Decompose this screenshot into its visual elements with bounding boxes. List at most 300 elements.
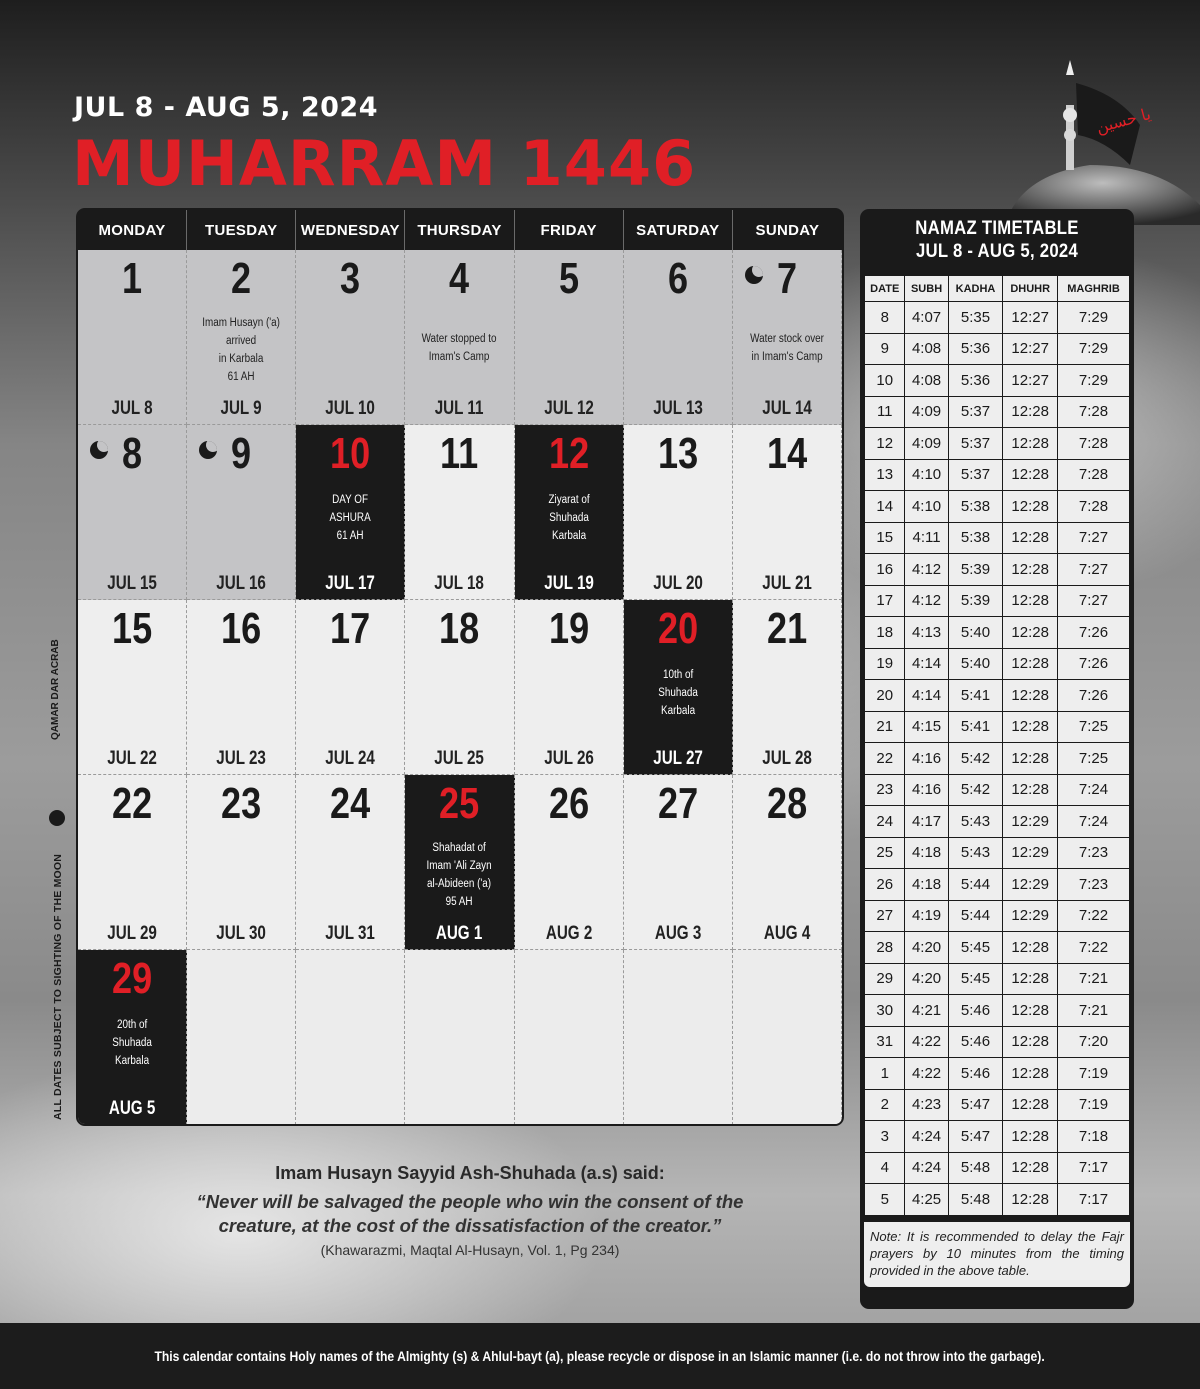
calendar-day (733, 425, 842, 600)
footer-text: This calendar contains Holy names of the Almighty (s) & Ahlul-bayt (a), please recycle or dispose in an Islamic manner (i.e. do not throw into the garbage). (154, 1348, 1046, 1364)
namaz-cell: 7:24 (1058, 806, 1130, 838)
namaz-cell: 5:38 (948, 491, 1003, 523)
table-row (865, 522, 1130, 554)
namaz-cell: 15 (865, 522, 905, 554)
namaz-cell: 12:28 (1003, 428, 1058, 460)
namaz-column-header: DHUHR (1003, 276, 1058, 302)
hijri-day-number: 3 (340, 254, 361, 303)
calendar-day (296, 600, 405, 775)
namaz-cell: 31 (865, 1026, 905, 1058)
namaz-title (880, 209, 1114, 263)
table-row (865, 1152, 1130, 1184)
table-row (865, 869, 1130, 901)
event-line: Imam's Camp (429, 351, 490, 363)
namaz-cell: 7:28 (1058, 459, 1130, 491)
namaz-cell: 5:43 (948, 806, 1003, 838)
gregorian-date: JUL 27 (652, 748, 703, 769)
event-line: Karbala (115, 1055, 150, 1067)
namaz-cell: 7:17 (1058, 1184, 1130, 1216)
namaz-cell: 12:28 (1003, 459, 1058, 491)
namaz-cell: 24 (865, 806, 905, 838)
calendar-day (296, 250, 405, 425)
table-row (865, 459, 1130, 491)
calendar-day (187, 600, 296, 775)
namaz-cell: 8 (865, 302, 905, 334)
calendar-day (296, 775, 405, 950)
quote-line: “Never will be salvaged the people who win the consent of the (196, 1191, 744, 1212)
namaz-cell: 7:25 (1058, 711, 1130, 743)
gregorian-date: JUL 23 (216, 748, 266, 769)
namaz-cell: 5:37 (948, 396, 1003, 428)
weekday-label: THURSDAY (405, 210, 514, 250)
hijri-day-number: 20 (657, 604, 698, 653)
namaz-cell: 7:17 (1058, 1152, 1130, 1184)
hijri-day-number: 6 (667, 254, 688, 303)
weekday-label: FRIDAY (515, 210, 624, 250)
calendar-day (733, 600, 842, 775)
namaz-cell: 18 (865, 617, 905, 649)
namaz-cell: 5:46 (948, 1058, 1003, 1090)
quote-source: (Khawarazmi, Maqtal Al-Husayn, Vol. 1, Pg 234) (320, 1242, 620, 1258)
namaz-cell: 12:27 (1003, 365, 1058, 397)
namaz-timetable (860, 209, 1134, 1309)
namaz-cell: 4:15 (905, 711, 948, 743)
namaz-cell: 5:38 (948, 522, 1003, 554)
hijri-day-number: 1 (122, 254, 143, 303)
namaz-title-line: JUL 8 - AUG 5, 2024 (915, 241, 1079, 262)
table-row (865, 585, 1130, 617)
hijri-day-number: 22 (111, 779, 153, 828)
event-line: Shuhada (112, 1037, 152, 1049)
namaz-cell: 28 (865, 932, 905, 964)
namaz-cell: 12:27 (1003, 333, 1058, 365)
table-row (865, 554, 1130, 586)
calendar-day (624, 775, 733, 950)
event-line: Shahadat of (432, 842, 487, 854)
namaz-cell: 4:11 (905, 522, 948, 554)
namaz-cell: 5:47 (948, 1089, 1003, 1121)
namaz-cell: 5:45 (948, 963, 1003, 995)
calendar-day (187, 425, 296, 600)
calendar-day (515, 600, 624, 775)
gregorian-date: AUG 1 (436, 923, 483, 944)
namaz-column-header: DATE (865, 276, 905, 302)
namaz-cell: 5:42 (948, 774, 1003, 806)
namaz-cell: 4:08 (905, 365, 948, 397)
table-row (865, 963, 1130, 995)
event-line: Water stopped to (422, 333, 497, 345)
weekday-label: WEDNESDAY (296, 210, 405, 250)
event-line: in Karbala (218, 353, 264, 365)
namaz-cell: 4:13 (905, 617, 948, 649)
namaz-cell: 26 (865, 869, 905, 901)
namaz-cell: 7:29 (1058, 365, 1130, 397)
gregorian-date: JUL 17 (325, 573, 376, 594)
calendar-day (515, 775, 624, 950)
namaz-cell: 12:28 (1003, 1089, 1058, 1121)
namaz-cell: 7:27 (1058, 522, 1130, 554)
calendar-day (187, 250, 296, 425)
namaz-cell: 7:29 (1058, 333, 1130, 365)
gregorian-date: JUL 15 (107, 573, 157, 594)
calendar-day (624, 250, 733, 425)
hijri-day-number: 28 (766, 779, 807, 828)
table-row (865, 365, 1130, 397)
event-line: Water stock over (749, 333, 824, 345)
quote-heading: Imam Husayn Sayyid Ash-Shuhada (a.s) said: (275, 1163, 665, 1183)
namaz-cell: 7:20 (1058, 1026, 1130, 1058)
namaz-cell: 4:07 (905, 302, 948, 334)
event-text (635, 666, 721, 720)
event-line: 61 AH (227, 371, 255, 383)
hijri-day-number: 25 (439, 779, 480, 828)
table-row (865, 302, 1130, 334)
event-line: Shuhada (657, 687, 698, 699)
namaz-column-header: MAGHRIB (1058, 276, 1130, 302)
event-line: 20th of (116, 1019, 148, 1031)
namaz-cell: 5:42 (948, 743, 1003, 775)
event-line: ASHURA (329, 512, 371, 524)
table-row (865, 806, 1130, 838)
quote-line: creature, at the cost of the dissatisfaction of the creator.” (218, 1215, 722, 1236)
namaz-cell: 12:28 (1003, 648, 1058, 680)
gregorian-date: JUL 22 (107, 748, 157, 769)
calendar-day (296, 425, 405, 600)
page-title: MUHARRAM 1446 (72, 127, 697, 200)
namaz-cell: 23 (865, 774, 905, 806)
table-row (865, 900, 1130, 932)
gregorian-date: JUL 13 (652, 398, 703, 419)
table-row (865, 617, 1130, 649)
hijri-day-number: 27 (657, 779, 698, 828)
namaz-cell: 5:47 (948, 1121, 1003, 1153)
event-line: Shuhada (548, 512, 589, 524)
namaz-cell: 4:22 (905, 1026, 948, 1058)
weekday-label: TUESDAY (187, 210, 296, 250)
event-line: DAY OF (332, 494, 369, 506)
calendar-day (405, 425, 514, 600)
namaz-cell: 4:20 (905, 963, 948, 995)
hijri-day-number: 19 (548, 604, 589, 653)
namaz-cell: 5 (865, 1184, 905, 1216)
namaz-cell: 12:28 (1003, 522, 1058, 554)
namaz-cell: 1 (865, 1058, 905, 1090)
namaz-cell: 21 (865, 711, 905, 743)
namaz-cell: 5:46 (948, 995, 1003, 1027)
calendar-day (405, 250, 514, 425)
namaz-header-row (865, 276, 1130, 302)
namaz-cell: 4:24 (905, 1121, 948, 1153)
namaz-cell: 5:40 (948, 617, 1003, 649)
hijri-day-number: 15 (111, 604, 153, 653)
namaz-table (864, 275, 1130, 1216)
namaz-cell: 12:28 (1003, 680, 1058, 712)
namaz-cell: 7:29 (1058, 302, 1130, 334)
namaz-cell: 12:28 (1003, 554, 1058, 586)
event-text (198, 314, 284, 386)
gregorian-date: JUL 9 (220, 398, 262, 419)
namaz-cell: 5:43 (948, 837, 1003, 869)
hijri-day-number: 29 (111, 954, 153, 1003)
namaz-cell: 29 (865, 963, 905, 995)
weekday-label: SUNDAY (755, 221, 820, 239)
namaz-cell: 12:29 (1003, 837, 1058, 869)
event-line: 10th of (662, 669, 693, 681)
namaz-cell: 4:14 (905, 680, 948, 712)
empty-day (624, 950, 733, 1125)
namaz-cell: 5:44 (948, 900, 1003, 932)
gregorian-date: JUL 20 (652, 573, 703, 594)
hijri-day-number: 5 (558, 254, 579, 303)
calendar-day (624, 600, 733, 775)
table-row (865, 680, 1130, 712)
namaz-cell: 12:28 (1003, 963, 1058, 995)
namaz-column-header: KADHA (948, 276, 1003, 302)
namaz-cell: 12:28 (1003, 774, 1058, 806)
namaz-cell: 4:19 (905, 900, 948, 932)
weekday-header (78, 210, 842, 250)
namaz-cell: 12:28 (1003, 995, 1058, 1027)
calendar-day (78, 250, 187, 425)
event-text (526, 491, 612, 545)
calendar-days (78, 250, 842, 1125)
namaz-cell: 12:28 (1003, 711, 1058, 743)
namaz-cell: 12:28 (1003, 1058, 1058, 1090)
namaz-title-line: NAMAZ TIMETABLE (915, 218, 1079, 239)
empty-day (515, 950, 624, 1125)
hijri-day-number: 4 (449, 254, 470, 303)
event-line: Karbala (551, 530, 586, 542)
table-row (865, 837, 1130, 869)
namaz-cell: 12:28 (1003, 396, 1058, 428)
gregorian-date: JUL 11 (435, 398, 484, 419)
namaz-note: Note: It is recommended to delay the Fajr prayers by 10 minutes from the timing provided in the above table. (864, 1222, 1130, 1287)
calendar-day (405, 775, 514, 950)
hijri-day-number: 9 (231, 429, 252, 478)
namaz-cell: 5:41 (948, 711, 1003, 743)
namaz-cell: 12:28 (1003, 932, 1058, 964)
table-row (865, 1026, 1130, 1058)
gregorian-date: AUG 2 (545, 923, 592, 944)
gregorian-date: JUL 24 (325, 748, 376, 769)
calendar-day (78, 950, 187, 1125)
shrine-dome-icon (1000, 55, 1200, 225)
namaz-cell: 7:22 (1058, 932, 1130, 964)
gregorian-date: JUL 25 (434, 748, 485, 769)
empty-day (296, 950, 405, 1125)
gregorian-date: JUL 10 (325, 398, 376, 419)
table-row (865, 333, 1130, 365)
namaz-cell: 4:24 (905, 1152, 948, 1184)
hijri-day-number: 26 (548, 779, 589, 828)
namaz-cell: 4:10 (905, 459, 948, 491)
hijri-day-number: 8 (122, 429, 143, 478)
namaz-cell: 4:16 (905, 774, 948, 806)
event-text (416, 330, 502, 366)
gregorian-date: AUG 5 (108, 1098, 156, 1119)
moon-sighting-note: ALL DATES SUBJECT TO SIGHTING OF THE MOON (52, 853, 64, 1120)
table-row (865, 1121, 1130, 1153)
namaz-cell: 5:41 (948, 680, 1003, 712)
namaz-cell: 7:28 (1058, 491, 1130, 523)
namaz-cell: 5:36 (948, 333, 1003, 365)
namaz-cell: 7:18 (1058, 1121, 1130, 1153)
namaz-cell: 7:21 (1058, 995, 1130, 1027)
hijri-day-number: 7 (776, 254, 797, 303)
event-line: in Imam's Camp (751, 351, 823, 363)
table-row (865, 1089, 1130, 1121)
hijri-day-number: 12 (548, 429, 589, 478)
namaz-cell: 4:21 (905, 995, 948, 1027)
calendar-day (187, 775, 296, 950)
namaz-cell: 7:23 (1058, 869, 1130, 901)
calendar-day (78, 775, 187, 950)
namaz-cell: 4:08 (905, 333, 948, 365)
svg-text:يا حسين: يا حسين (1094, 104, 1153, 137)
event-line: Karbala (660, 705, 695, 717)
hijri-day-number: 17 (330, 604, 371, 653)
moon-icon (745, 266, 763, 284)
namaz-cell: 7:27 (1058, 585, 1130, 617)
gregorian-date: JUL 18 (434, 573, 485, 594)
namaz-cell: 7:26 (1058, 680, 1130, 712)
table-row (865, 396, 1130, 428)
table-row (865, 711, 1130, 743)
namaz-cell: 12 (865, 428, 905, 460)
namaz-cell: 4 (865, 1152, 905, 1184)
namaz-cell: 12:28 (1003, 743, 1058, 775)
namaz-cell: 12:27 (1003, 302, 1058, 334)
namaz-cell: 10 (865, 365, 905, 397)
namaz-cell: 4:18 (905, 869, 948, 901)
namaz-cell: 17 (865, 585, 905, 617)
empty-day (733, 950, 842, 1125)
table-row (865, 1184, 1130, 1216)
namaz-cell: 7:22 (1058, 900, 1130, 932)
event-line: Imam 'Ali Zayn (426, 860, 493, 872)
namaz-cell: 13 (865, 459, 905, 491)
namaz-cell: 14 (865, 491, 905, 523)
gregorian-date: JUL 16 (216, 573, 266, 594)
event-line: arrived (226, 335, 257, 347)
quote-block (120, 1163, 820, 1258)
namaz-cell: 19 (865, 648, 905, 680)
namaz-cell: 7:28 (1058, 396, 1130, 428)
namaz-cell: 7:21 (1058, 963, 1130, 995)
side-logo-text: QAMAR DAR ACRAB (50, 639, 61, 740)
namaz-cell: 4:09 (905, 428, 948, 460)
event-text (89, 1016, 175, 1070)
hijri-day-number: 11 (440, 429, 479, 478)
hijri-day-number: 24 (330, 779, 371, 828)
hijri-day-number: 14 (766, 429, 807, 478)
namaz-cell: 4:16 (905, 743, 948, 775)
namaz-cell: 5:37 (948, 428, 1003, 460)
gregorian-date: AUG 3 (654, 923, 702, 944)
namaz-cell: 12:28 (1003, 617, 1058, 649)
namaz-column-header: SUBH (905, 276, 948, 302)
namaz-cell: 4:23 (905, 1089, 948, 1121)
event-text (307, 491, 393, 545)
namaz-cell: 16 (865, 554, 905, 586)
namaz-cell: 7:27 (1058, 554, 1130, 586)
gregorian-date: AUG 4 (763, 923, 811, 944)
table-row (865, 648, 1130, 680)
namaz-cell: 5:40 (948, 648, 1003, 680)
calendar-day (78, 600, 187, 775)
calendar-day (515, 425, 624, 600)
namaz-cell: 12:29 (1003, 869, 1058, 901)
namaz-cell: 4:20 (905, 932, 948, 964)
namaz-cell: 4:25 (905, 1184, 948, 1216)
namaz-cell: 4:17 (905, 806, 948, 838)
gregorian-date: JUL 8 (111, 398, 153, 419)
namaz-cell: 4:18 (905, 837, 948, 869)
hijri-day-number: 21 (766, 604, 807, 653)
namaz-cell: 7:24 (1058, 774, 1130, 806)
gregorian-date: JUL 28 (762, 748, 812, 769)
namaz-cell: 12:28 (1003, 1152, 1058, 1184)
event-line: 95 AH (446, 896, 473, 908)
namaz-cell: 7:23 (1058, 837, 1130, 869)
event-line: al-Abideen ('a) (427, 878, 492, 890)
namaz-cell: 7:25 (1058, 743, 1130, 775)
namaz-cell: 30 (865, 995, 905, 1027)
hijri-day-number: 2 (231, 254, 252, 303)
hijri-day-number: 13 (657, 429, 698, 478)
namaz-cell: 5:45 (948, 932, 1003, 964)
namaz-cell: 4:22 (905, 1058, 948, 1090)
namaz-cell: 5:39 (948, 585, 1003, 617)
event-text (744, 330, 830, 366)
gregorian-date: JUL 19 (543, 573, 594, 594)
gregorian-date: JUL 26 (543, 748, 594, 769)
namaz-cell: 7:26 (1058, 617, 1130, 649)
namaz-cell: 7:26 (1058, 648, 1130, 680)
namaz-cell: 5:36 (948, 365, 1003, 397)
gregorian-date: JUL 21 (762, 573, 812, 594)
namaz-cell: 12:28 (1003, 1121, 1058, 1153)
hijri-day-number: 18 (439, 604, 480, 653)
calendar-day (733, 775, 842, 950)
event-line: 61 AH (336, 530, 364, 542)
calendar-day (78, 425, 187, 600)
footer (0, 1323, 1200, 1389)
calendar-day (515, 250, 624, 425)
namaz-cell: 5:39 (948, 554, 1003, 586)
namaz-cell: 2 (865, 1089, 905, 1121)
namaz-cell: 22 (865, 743, 905, 775)
namaz-cell: 12:28 (1003, 585, 1058, 617)
moon-icon (90, 441, 108, 459)
date-range: JUL 8 - AUG 5, 2024 (74, 92, 379, 123)
event-text (416, 839, 502, 911)
namaz-cell: 4:10 (905, 491, 948, 523)
namaz-cell: 4:14 (905, 648, 948, 680)
namaz-cell: 7:28 (1058, 428, 1130, 460)
logo-icon (49, 810, 65, 826)
namaz-cell: 5:48 (948, 1184, 1003, 1216)
hijri-day-number: 10 (330, 429, 371, 478)
namaz-cell: 9 (865, 333, 905, 365)
calendar-grid (76, 208, 844, 1126)
table-row (865, 995, 1130, 1027)
hijri-day-number: 16 (221, 604, 262, 653)
namaz-cell: 3 (865, 1121, 905, 1153)
table-row (865, 932, 1130, 964)
weekday-label: MONDAY (78, 210, 187, 250)
empty-day (405, 950, 514, 1125)
